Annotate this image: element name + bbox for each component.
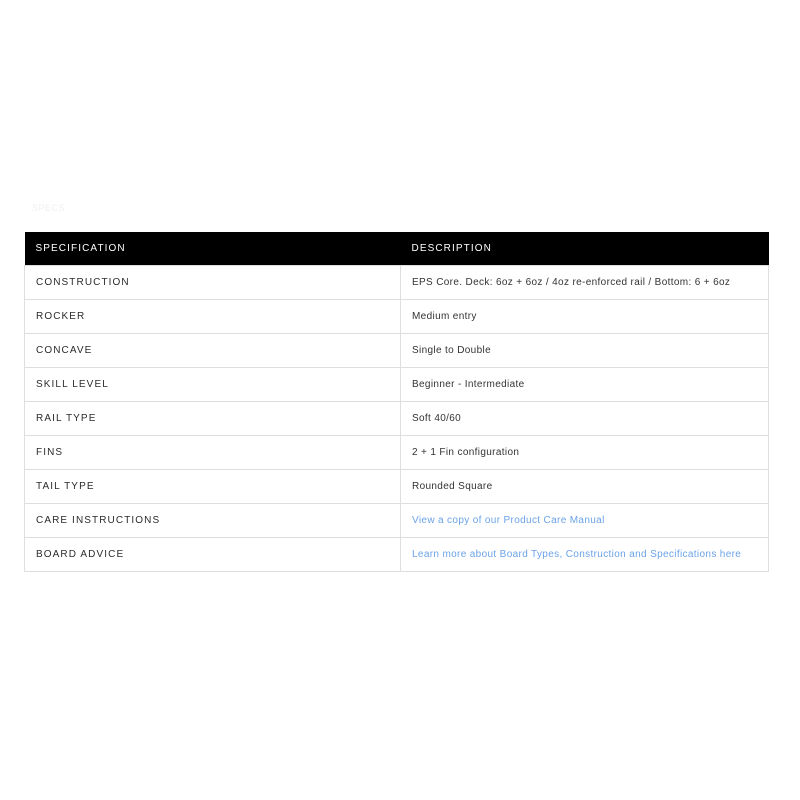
table-row (25, 300, 769, 334)
spec-value-rocker: Medium entry (401, 300, 769, 334)
spec-name-concave: CONCAVE (25, 334, 401, 368)
spec-name-construction: CONSTRUCTION (25, 266, 401, 300)
column-header-specification: SPECIFICATION (25, 232, 401, 266)
spec-value-concave: Single to Double (401, 334, 769, 368)
spec-value-board-advice (401, 538, 769, 572)
spec-name-tail-type: TAIL TYPE (25, 470, 401, 504)
column-header-description: DESCRIPTION (401, 232, 769, 266)
spec-value-care-instructions (401, 504, 769, 538)
table-row (25, 538, 769, 572)
table-header (25, 232, 769, 266)
board-advice-link[interactable]: Learn more about Board Types, Construction and Specifications here (412, 549, 742, 560)
table-row (25, 334, 769, 368)
specification-table-container (24, 232, 768, 572)
product-care-manual-link[interactable]: View a copy of our Product Care Manual (412, 515, 605, 526)
spec-value-tail-type: Rounded Square (401, 470, 769, 504)
table-row (25, 436, 769, 470)
table-body (25, 266, 769, 572)
spec-name-board-advice: BOARD ADVICE (25, 538, 401, 572)
spec-name-skill-level: SKILL LEVEL (25, 368, 401, 402)
spec-name-care-instructions: CARE INSTRUCTIONS (25, 504, 401, 538)
table-row (25, 470, 769, 504)
table-row (25, 402, 769, 436)
watermark-label: SPECS (32, 203, 66, 213)
spec-value-rail-type: Soft 40/60 (401, 402, 769, 436)
spec-name-rocker: ROCKER (25, 300, 401, 334)
table-header-row (25, 232, 769, 266)
spec-value-skill-level: Beginner - Intermediate (401, 368, 769, 402)
spec-value-construction: EPS Core. Deck: 6oz + 6oz / 4oz re-enforced rail / Bottom: 6 + 6oz (401, 266, 769, 300)
specification-table (24, 232, 769, 572)
table-row (25, 368, 769, 402)
spec-name-fins: FINS (25, 436, 401, 470)
table-row (25, 504, 769, 538)
spec-name-rail-type: RAIL TYPE (25, 402, 401, 436)
spec-value-fins: 2 + 1 Fin configuration (401, 436, 769, 470)
table-row (25, 266, 769, 300)
